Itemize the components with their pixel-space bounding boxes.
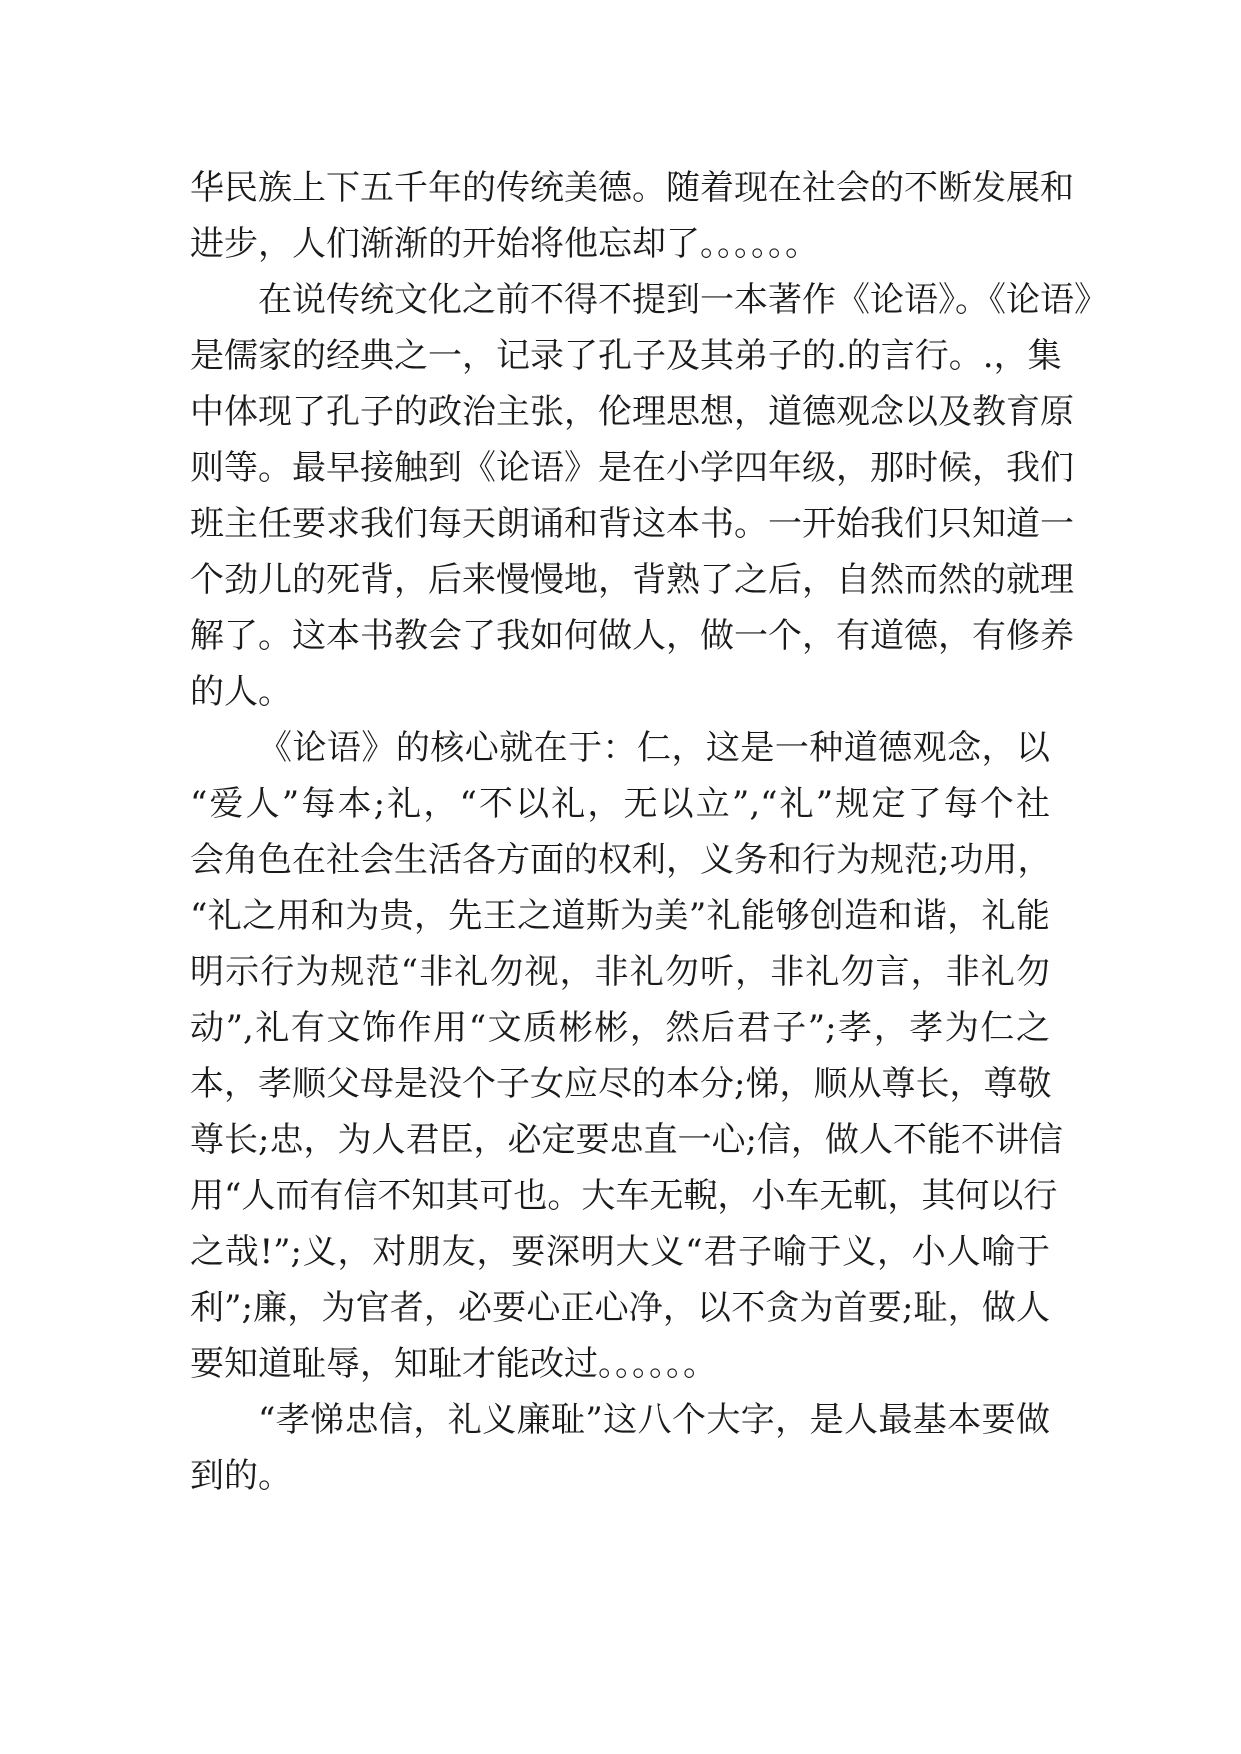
text-line: 之哉!”;义，对朋友，要深明大义“君子喻于义，小人喻于	[190, 1232, 1050, 1272]
text-line: 利”;廉，为官者，必要心正心净，以不贪为首要;耻，做人	[190, 1288, 1050, 1328]
text-line: 动”,礼有文饰作用“文质彬彬，然后君子”;孝，孝为仁之	[190, 1008, 1050, 1048]
text-line: 的人。	[190, 672, 292, 712]
text-line: 华民族上下五千年的传统美德。随着现在社会的不断发展和	[190, 168, 1074, 208]
text-line: “孝悌忠信，礼义廉耻”这八个大字，是人最基本要做	[258, 1400, 1050, 1440]
text-line: 会角色在社会生活各方面的权利，义务和行为规范;功用，	[190, 840, 1052, 880]
text-line: 本，孝顺父母是没个子女应尽的本分;悌，顺从尊长，尊敬	[190, 1064, 1052, 1104]
text-line: 明示行为规范“非礼勿视，非礼勿听，非礼勿言，非礼勿	[190, 952, 1050, 992]
text-line: 《论语》的核心就在于：仁，这是一种道德观念，以	[258, 728, 1050, 768]
text-line: 班主任要求我们每天朗诵和背这本书。一开始我们只知道一	[190, 504, 1074, 544]
body-text	[190, 160, 1108, 1504]
text-line: 到的。	[190, 1456, 292, 1496]
text-line: 尊长;忠，为人君臣，必定要忠直一心;信，做人不能不讲信	[190, 1120, 1063, 1160]
text-line: 是儒家的经典之一，记录了孔子及其弟子的.的言行。.，集	[190, 336, 1062, 376]
text-line: 中体现了孔子的政治主张，伦理思想，道德观念以及教育原	[190, 392, 1074, 432]
text-line: 个劲儿的死背，后来慢慢地，背熟了之后，自然而然的就理	[190, 560, 1074, 600]
text-line: “礼之用和为贵，先王之道斯为美”礼能够创造和谐，礼能	[190, 896, 1050, 936]
text-line: “爱人”每本;礼，“不以礼，无以立”,“礼”规定了每个社	[190, 784, 1050, 824]
text-line: 在说传统文化之前不得不提到一本著作《论语》。《论语》	[258, 280, 1108, 320]
text-line: 要知道耻辱，知耻才能改过。。。。。。	[190, 1344, 717, 1384]
text-line: 用“人而有信不知其可也。大车无輗，小车无軏，其何以行	[190, 1176, 1058, 1216]
text-line: 则等。最早接触到《论语》是在小学四年级，那时候，我们	[190, 448, 1074, 488]
text-line: 解了。这本书教会了我如何做人，做一个，有道德，有修养	[190, 616, 1074, 656]
text-line: 进步，人们渐渐的开始将他忘却了。。。。。。	[190, 224, 819, 264]
